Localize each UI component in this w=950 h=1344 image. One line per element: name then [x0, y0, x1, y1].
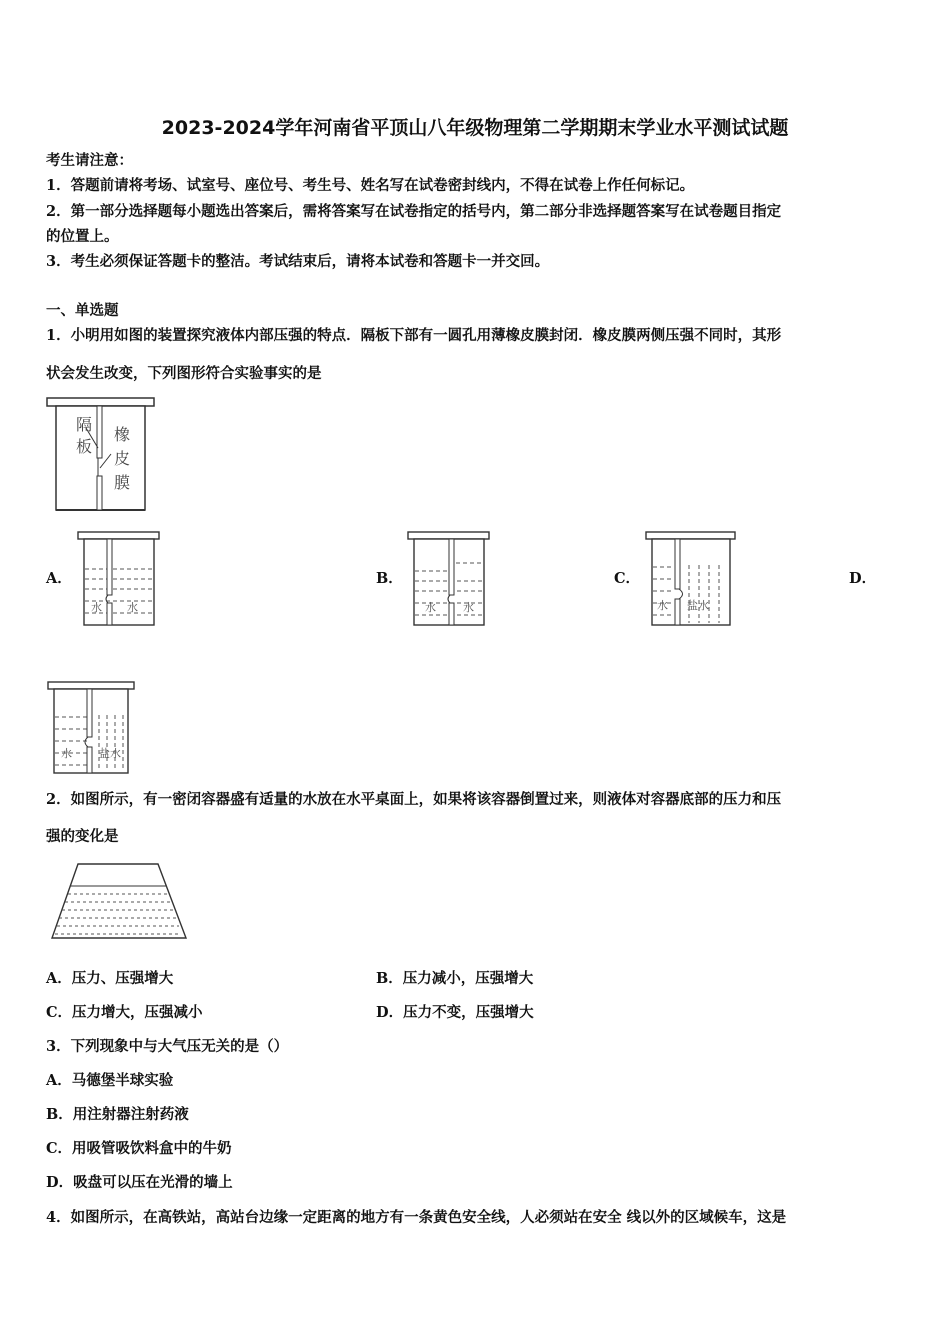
svg-text:皮: 皮 [114, 449, 131, 468]
partition-upper [97, 406, 102, 458]
q2-option-b: B．压力减小，压强增大 [376, 970, 534, 987]
d-right-liquid: 盐水 [99, 747, 121, 760]
q1-option-c-letter: C． [614, 570, 641, 587]
section-heading: 一、单选题 [46, 302, 119, 319]
c-right-liquid: 盐水 [687, 599, 709, 612]
q1-option-d-figure [47, 681, 137, 775]
q1-stem-line2: 状会发生改变，下列图形符合实验事实的是 [46, 365, 322, 382]
q2-option-d: D．压力不变，压强增大 [376, 1004, 534, 1021]
a-left-liquid: 水 [91, 601, 102, 614]
q1-option-d-letter: D． [849, 570, 877, 587]
q3-option-a: A．马德堡半球实验 [46, 1072, 174, 1089]
b-left-liquid: 水 [425, 601, 436, 614]
notice-item-3: 3．考生必须保证答题卡的整洁。考试结束后，请将本试卷和答题卡一并交回。 [46, 253, 550, 270]
notice-item-1: 1．答题前请将考场、试室号、座位号、考生号、姓名写在试卷密封线内，不得在试卷上作任何标记。 [46, 177, 695, 194]
q3-option-d: D．吸盘可以压在光滑的墙上 [46, 1174, 233, 1191]
q3-option-c: C．用吸管吸饮料盒中的牛奶 [46, 1140, 232, 1157]
svg-text:膜: 膜 [114, 473, 131, 492]
notice-item-2: 2．第一部分选择题每小题选出答案后，需将答案写在试卷指定的括号内，第二部分非选择题答案写在试卷题目指定 [46, 203, 782, 220]
label-partition-1: 隔 [76, 415, 93, 434]
q1-option-c-figure [645, 531, 737, 627]
q1-option-a-letter: A． [46, 570, 72, 587]
q1-stem-line1: 1．小明用如图的装置探究液体内部压强的特点．隔板下部有一圆孔用薄橡皮膜封闭．橡皮膜两侧压强不同时，其形 [46, 327, 782, 344]
d-left-liquid: 水 [61, 747, 72, 760]
q1-option-b-letter: B． [376, 570, 403, 587]
q2-container-figure [50, 862, 190, 942]
q1-option-a-figure [77, 531, 161, 627]
q3-stem: 3．下列现象中与大气压无关的是（） [46, 1038, 289, 1055]
label-partition-2: 板 [76, 437, 93, 456]
q3-option-b: B．用注射器注射药液 [46, 1106, 189, 1123]
q2-stem-line2: 强的变化是 [46, 828, 119, 845]
q2-stem-line1: 2．如图所示，有一密闭容器盛有适量的水放在水平桌面上，如果将该容器倒置过来，则液体对容器底部的压力和压 [46, 791, 782, 808]
svg-text:橡: 橡 [114, 425, 131, 444]
q2-option-c: C．压力增大，压强减小 [46, 1004, 203, 1021]
notice-item-2-cont: 的位置上。 [46, 228, 119, 245]
q1-option-b-figure [407, 531, 491, 627]
a-right-liquid: 水 [127, 601, 138, 614]
q2-option-a: A．压力、压强增大 [46, 970, 174, 987]
b-right-liquid: 水 [463, 601, 474, 614]
q1-apparatus-figure [46, 396, 156, 512]
notice-heading: 考生请注意： [46, 152, 133, 169]
page-title: 2023-2024学年河南省平顶山八年级物理第二学期期末学业水平测试试题 [161, 117, 789, 139]
lid [47, 398, 154, 406]
q4-stem-line1: 4．如图所示，在高铁站，高站台边缘一定距离的地方有一条黄色安全线，人必须站在安全 线以外的区域候车，这是 [46, 1209, 787, 1226]
partition-lower [97, 476, 102, 510]
c-left-liquid: 水 [657, 599, 668, 612]
